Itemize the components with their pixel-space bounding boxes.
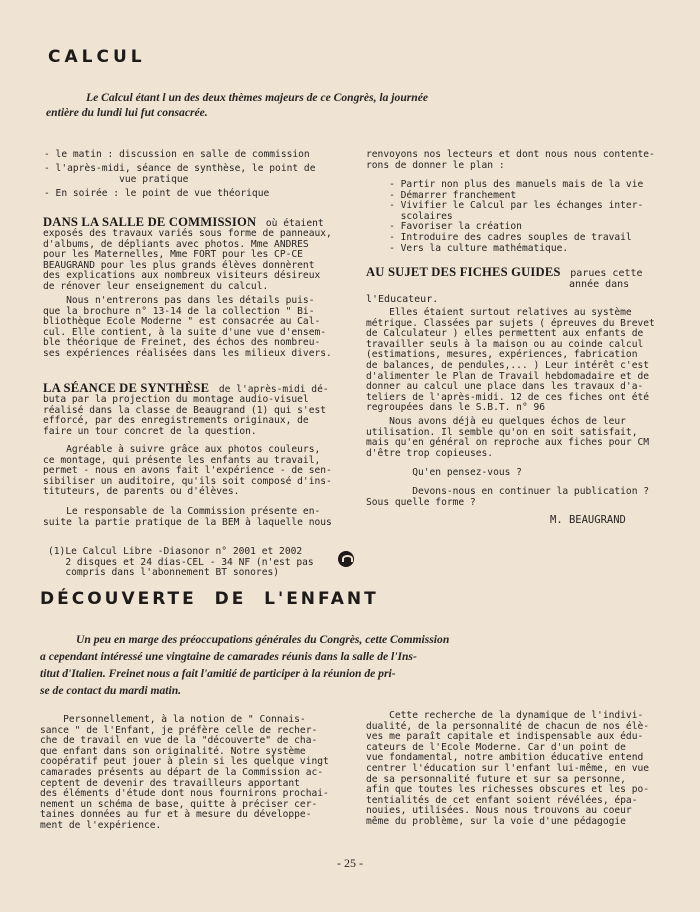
decouverte-right-para: Cette recherche de la dynamique de l'indivi- dualité, de la personnalité de chacun de nos élè- ves me paraît capitale et indispensable aux édu- cateurs de l'Ecole Moderne. Car d'un point de vue fondamental, notre ambition éducative entend centrer l'éducation sur l'enfant lui-même, en vue de sa personnalité future et sur sa personne, afin que toutes les richesses obscures et les po- tentialités de cet enfant soient révélées, épa- nouies, utilisées. Nous nous trouvons au coeur même du problème, sur la voie d'une pédagogie — [366, 710, 650, 827]
schedule-item-morning: - le matin : discussion en salle de commission — [44, 149, 310, 160]
commission-block — [43, 211, 353, 293]
schedule-item-evening: - En soirée : le point de vue théorique — [44, 188, 270, 199]
commission-para2: Nous n'entrerons pas dans les détails puis- que la brochure n° 13-14 de la collection " Bi- bliothèque Ecole Moderne " est consacrée au Cal- cul. Elle contient, à la suite d'une vue d'ensem- ble théorique de Freinet, des échos des nombreu- ses expériences réalisées dans les milieux divers. — [43, 295, 332, 359]
fiches-question2: Devons-nous en continuer la publication ? Sous quelle forme ? — [366, 486, 650, 508]
calcul-intro-line1: Le Calcul étant l un des deux thèmes majeurs de ce Congrès, la journée — [86, 91, 429, 104]
synthese-text: buta par la projection du montage audio-visuel réalisé dans la classe de Beaugrand (1) qui s'est efforcé, par des enregistrements originaux, de faire un tour concret de la question. — [43, 394, 327, 437]
decouverte-intro-line3: titut d'Italien. Freinet nous a fait l'amitié de participer à la réunion de pri- — [40, 667, 396, 680]
fiches-question1: Qu'en pensez-vous ? — [366, 467, 522, 478]
calcul-intro — [46, 90, 646, 120]
decouverte-intro-line4: se de contact du mardi matin. — [40, 684, 182, 697]
synthese-para3: Le responsable de la Commission présente en- suite la partie pratique de la BEM à laquelle nous — [43, 506, 332, 528]
commission-text-first: où étaient — [265, 218, 324, 229]
plan-list: - Partir non plus des manuels mais de la vie - Démarrer franchement - Vivifier le Calcul par les échanges inter- scolaires - Favoriser la création - Introduire des cadres souples de travail - Vers la culture mathématique. — [389, 179, 644, 254]
decouverte-left-para: Personnellement, à la notion de " Connais- sance " de l'Enfant, je préfère celle de recher- che de travail en vue de la "découverte" de cha- que enfant dans son originalité. Notre système coopératif peut jouer à plein si les quelque vingt camarades présents au départ de la Commission ac- ceptent de devenir des travailleurs apportant des éléments d'étude dont nous fournirons prochai- nement un schéma de base, quitte à préciser cer- taines données au fur et à mesure du développe- ment de l'expérience. — [40, 714, 329, 831]
synthese-heading: LA SÉANCE DE SYNTHÈSE — [43, 381, 210, 395]
fiches-para1: Elles étaient surtout relatives au système métrique. Classées par sujets ( épreuves du Brevet de Calculateur ) elles permettent aux enfants de travailler seuls à la maison ou au coinde calcul (estimations, mesures, expériences, fabrication de balances, de pendules,... ) Leur intérêt c'est d'alimenter le Plan de Travail hebdomadaire et de donner au calcul une place dans les travaux d'a- teliers de l'après-midi. 12 de ces fiches ont été regroupées dans le S.B.T. n° 96 — [366, 307, 655, 414]
synthese-block — [43, 377, 353, 437]
synthese-para2: Agréable à suivre grâce aux photos couleurs, ce montage, qui présente les enfants au travail, permet - nous en avons fait l'expérience - de sen- sibiliser un auditoire, qu'ils soit composé d'ins- tituteurs, de parents ou d'élèves. — [43, 444, 332, 498]
commission-text: exposés des travaux variés sous forme de panneaux, d'albums, de dépliants avec photos. Mme ANDRES pour les Maternelles, Mme FORT pour les CP-CE BEAUGRAND pour les plus grands élèves donnèrent des explications aux nombreux visiteurs désireux de rénover leur enseignement du calcul. — [43, 228, 332, 292]
commission-heading: DANS LA SALLE DE COMMISSION — [43, 215, 257, 229]
fiches-heading: AU SUJET DES FICHES GUIDES — [366, 265, 561, 279]
right-para1: renvoyons nos lecteurs et dont nous nous contente- rons de donner le plan : — [366, 149, 655, 171]
signature: M. BEAUGRAND — [550, 514, 626, 526]
fiches-heading-tail2: année dans — [569, 279, 630, 290]
fiches-para2: Nous avons déjà eu quelques échos de leur utilisation. Il semble qu'on en soit satisfait, mais qu'en général on reproche aux fiches pour CM d'être trop copieuses. — [366, 416, 650, 459]
decouverte-intro-line1: Un peu en marge des préoccupations générales du Congrès, cette Commission — [76, 633, 450, 646]
decouverte-intro — [40, 631, 600, 699]
fiches-heading-tail: parues cette — [570, 268, 643, 279]
decouverte-title: DÉCOUVERTE DE L'ENFANT — [40, 589, 379, 609]
diasonor-logo-icon — [338, 551, 354, 567]
schedule-item-afternoon: - l'après-midi, séance de synthèse, le point de vue pratique — [44, 163, 316, 185]
decouverte-intro-line2: a cependant intéressé une vingtaine de camarades réunis dans la salle de l'Ins- — [40, 650, 417, 663]
page-number: - 25 - — [337, 856, 363, 870]
fiches-source: l'Educateur. — [366, 293, 439, 305]
synthese-text-first: de l'après-midi dé- — [218, 384, 329, 395]
fiches-heading-block — [366, 261, 666, 305]
calcul-title: CALCUL — [48, 47, 146, 67]
calcul-intro-line2: entière du lundi lui fut consacrée. — [46, 106, 208, 119]
footnote: (1)Le Calcul Libre -Diasonor n° 2001 et 2002 2 disques et 24 dias-CEL - 34 NF (n'est pas compris dans l'abonnement BT sonores) — [48, 546, 314, 579]
